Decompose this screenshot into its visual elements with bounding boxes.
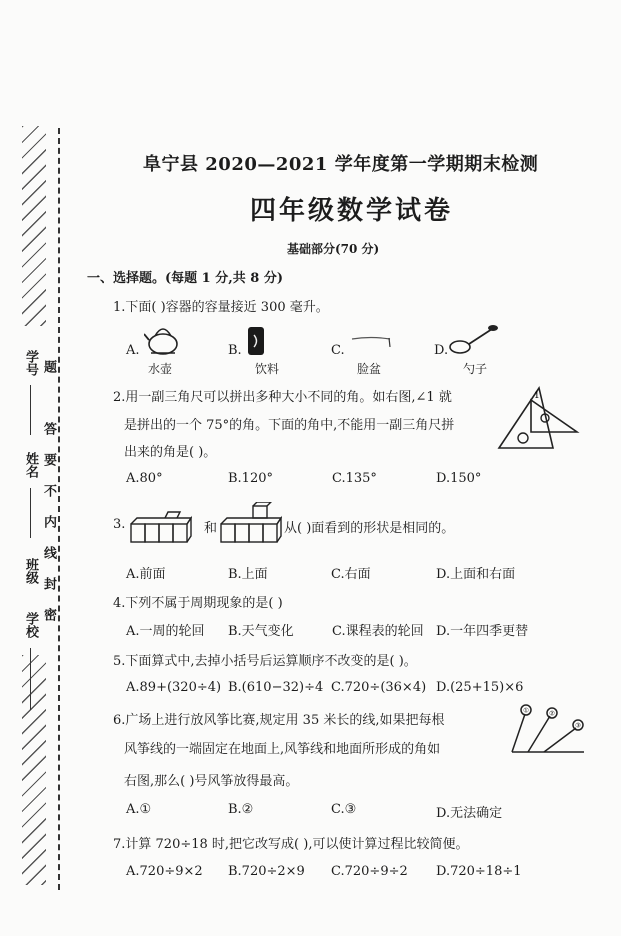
q7-option-c: C.720÷9÷2 [331,864,408,879]
kite-label-1: ① [523,706,529,715]
q3-number: 3. [113,517,126,532]
q4-option-d: D.一年四季更替 [436,624,529,639]
q1-option-d-letter: D. [434,343,449,358]
margin-class-label: 班级 [23,558,38,584]
q5-option-c: C.720÷(36×4) [331,680,427,695]
q6-option-c: C.③ [331,802,357,817]
q3-option-a: A.前面 [126,567,166,582]
cube-figure-1 [130,510,192,546]
margin-note-ti: 题 [41,360,56,373]
section-choice-title: 一、选择题。(每题 1 分,共 8 分) [87,271,284,286]
margin-school-label: 学校 [23,612,38,638]
q6-option-b: B.② [228,802,254,817]
hatch-pattern-top [22,126,46,326]
q3-and-text: 和 [204,521,218,536]
q1-option-c-caption: 脸盆 [357,362,382,376]
q7-stem: 7.计算 720÷18 时,把它改写成( ),可以使计算过程比较简便。 [113,837,469,852]
q1-option-a-caption: 水壶 [148,362,173,376]
cube-figure-2 [220,502,282,546]
q4-option-b: B.天气变化 [228,624,294,639]
q5-option-a: A.89+(320÷4) [126,680,222,695]
q2-stem-line1: 2.用一副三角尺可以拼出多种大小不同的角。如右图,∠1 就 [113,390,452,405]
q1-option-a-letter: A. [126,343,140,358]
q2-stem-line2: 是拼出的一个 75°的角。下面的角中,不能用一副三角尺拼 [124,418,455,433]
q5-stem: 5.下面算式中,去掉小括号后运算顺序不改变的是( )。 [113,654,417,669]
kite-label-2: ② [549,709,555,718]
margin-name-label: 姓名 [23,452,38,478]
q2-option-b: B.120° [228,471,273,486]
q6-option-d: D.无法确定 [436,806,503,821]
q3-stem-tail: 从( )面看到的形状是相同的。 [284,521,455,536]
kite-angles-figure [498,700,586,758]
q1-option-b-letter: B. [228,343,242,358]
q6-stem-line1: 6.广场上进行放风筝比赛,规定用 35 米长的线,如果把每根 [113,713,445,728]
q3-option-b: B.上面 [228,567,268,582]
q1-option-b-caption: 饮料 [255,362,280,376]
margin-student-number-label: 学号 [23,350,38,376]
binding-dashed-line [58,128,60,890]
q7-option-b: B.720÷2×9 [228,864,305,879]
q2-option-d: D.150° [436,471,482,486]
q4-stem: 4.下列不属于周期现象的是( ) [113,596,283,611]
drink-can-icon [246,325,266,357]
triangle-angle-label: 1 [534,391,540,401]
part-title: 基础部分(70 分) [287,242,380,256]
q1-option-c-letter: C. [331,343,345,358]
school-blank [30,648,31,710]
triangle-rulers-figure [497,384,581,452]
q6-stem-line2: 风筝线的一端固定在地面上,风筝线和地面所形成的角如 [124,742,441,757]
q3-option-c: C.右面 [331,567,371,582]
q4-option-c: C.课程表的轮回 [332,624,424,639]
q5-option-d: D.(25+15)×6 [436,680,524,695]
name-blank [30,488,31,538]
q2-option-c: C.135° [332,471,377,486]
paper-title: 四年级数学试卷 [250,196,454,226]
county-exam-title: 阜宁县 2020—2021 学年度第一学期期末检测 [143,154,539,175]
kettle-icon [144,322,182,356]
spoon-icon [448,323,500,357]
q6-stem-line3: 右图,那么( )号风筝放得最高。 [124,774,299,789]
margin-seal-notice: 答要不内线封密 [41,421,56,639]
hatch-pattern-bottom [22,655,46,885]
q4-option-a: A.一周的轮回 [126,624,205,639]
q3-option-d: D.上面和右面 [436,567,516,582]
q5-option-b: B.(610−32)÷4 [228,680,324,695]
q7-option-a: A.720÷9×2 [126,864,203,879]
q6-option-a: A.① [126,802,152,817]
q1-stem: 1.下面( )容器的容量接近 300 毫升。 [113,300,329,315]
basin-icon [350,333,392,347]
q2-option-a: A.80° [126,471,163,486]
student-number-blank [30,385,31,435]
q7-option-d: D.720÷18÷1 [436,864,522,879]
q2-stem-line3: 出来的角是( )。 [124,445,217,460]
q1-option-d-caption: 勺子 [463,362,488,376]
kite-label-3: ③ [575,721,581,730]
